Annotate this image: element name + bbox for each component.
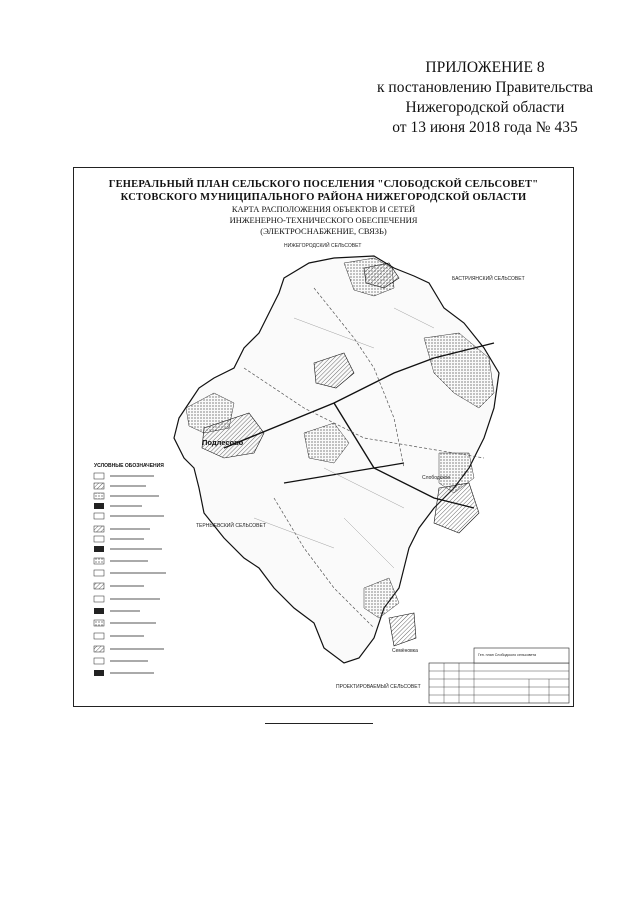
- map-title-line1: ГЕНЕРАЛЬНЫЙ ПЛАН СЕЛЬСКОГО ПОСЕЛЕНИЯ "СЛОБОДСКОЙ СЕЛЬСОВЕТ": [108, 179, 539, 190]
- map-title-line2: КСТОВСКОГО МУНИЦИПАЛЬНОГО РАЙОНА НИЖЕГОРОДСКОЙ ОБЛАСТИ: [120, 192, 527, 203]
- legend-symbols: [94, 473, 166, 676]
- map-subtitle-line1: КАРТА РАСПОЛОЖЕНИЯ ОБЪЕКТОВ И СЕТЕЙ: [231, 204, 416, 214]
- appendix-region: Нижегородской области: [405, 99, 565, 116]
- appendix-header: [340, 58, 630, 138]
- neighbor-south-label: ПРОЕКТИРОВАЕМЫЙ СЕЛЬСОВЕТ: [336, 684, 421, 690]
- village-semenovka-label: Семёновка: [392, 648, 418, 654]
- legend-title: УСЛОВНЫЕ ОБОЗНАЧЕНИЯ: [94, 463, 164, 469]
- settlement-south: [389, 613, 416, 646]
- appendix-number: ПРИЛОЖЕНИЕ 8: [425, 59, 545, 76]
- map-subtitle-line3: (ЭЛЕКТРОСНАБЖЕНИЕ, СВЯЗЬ): [260, 226, 387, 236]
- appendix-date: от 13 июня 2018 года № 435: [392, 119, 578, 136]
- map-sheet: [73, 167, 574, 707]
- neighbor-north-label: НИЖЕГОРОДСКИЙ СЕЛЬСОВЕТ: [284, 243, 362, 249]
- village-podlesovo-label: Подлесово: [202, 438, 244, 447]
- appendix-resolution: к постановлению Правительства: [377, 79, 593, 96]
- village-slobodskoe-label: Слободское: [422, 475, 451, 481]
- map-subtitle-line2: ИНЖЕНЕРНО-ТЕХНИЧЕСКОГО ОБЕСПЕЧЕНИЯ: [229, 215, 418, 225]
- separator-line: [265, 723, 373, 724]
- neighbor-east-label: БАСТРИЯНСКИЙ СЕЛЬСОВЕТ: [452, 276, 525, 282]
- neighbor-west-label: ТЕРНЫЕВСКИЙ СЕЛЬСОВЕТ: [196, 523, 266, 529]
- stamp-caption: Ген. план Слободского сельсовета: [478, 653, 536, 657]
